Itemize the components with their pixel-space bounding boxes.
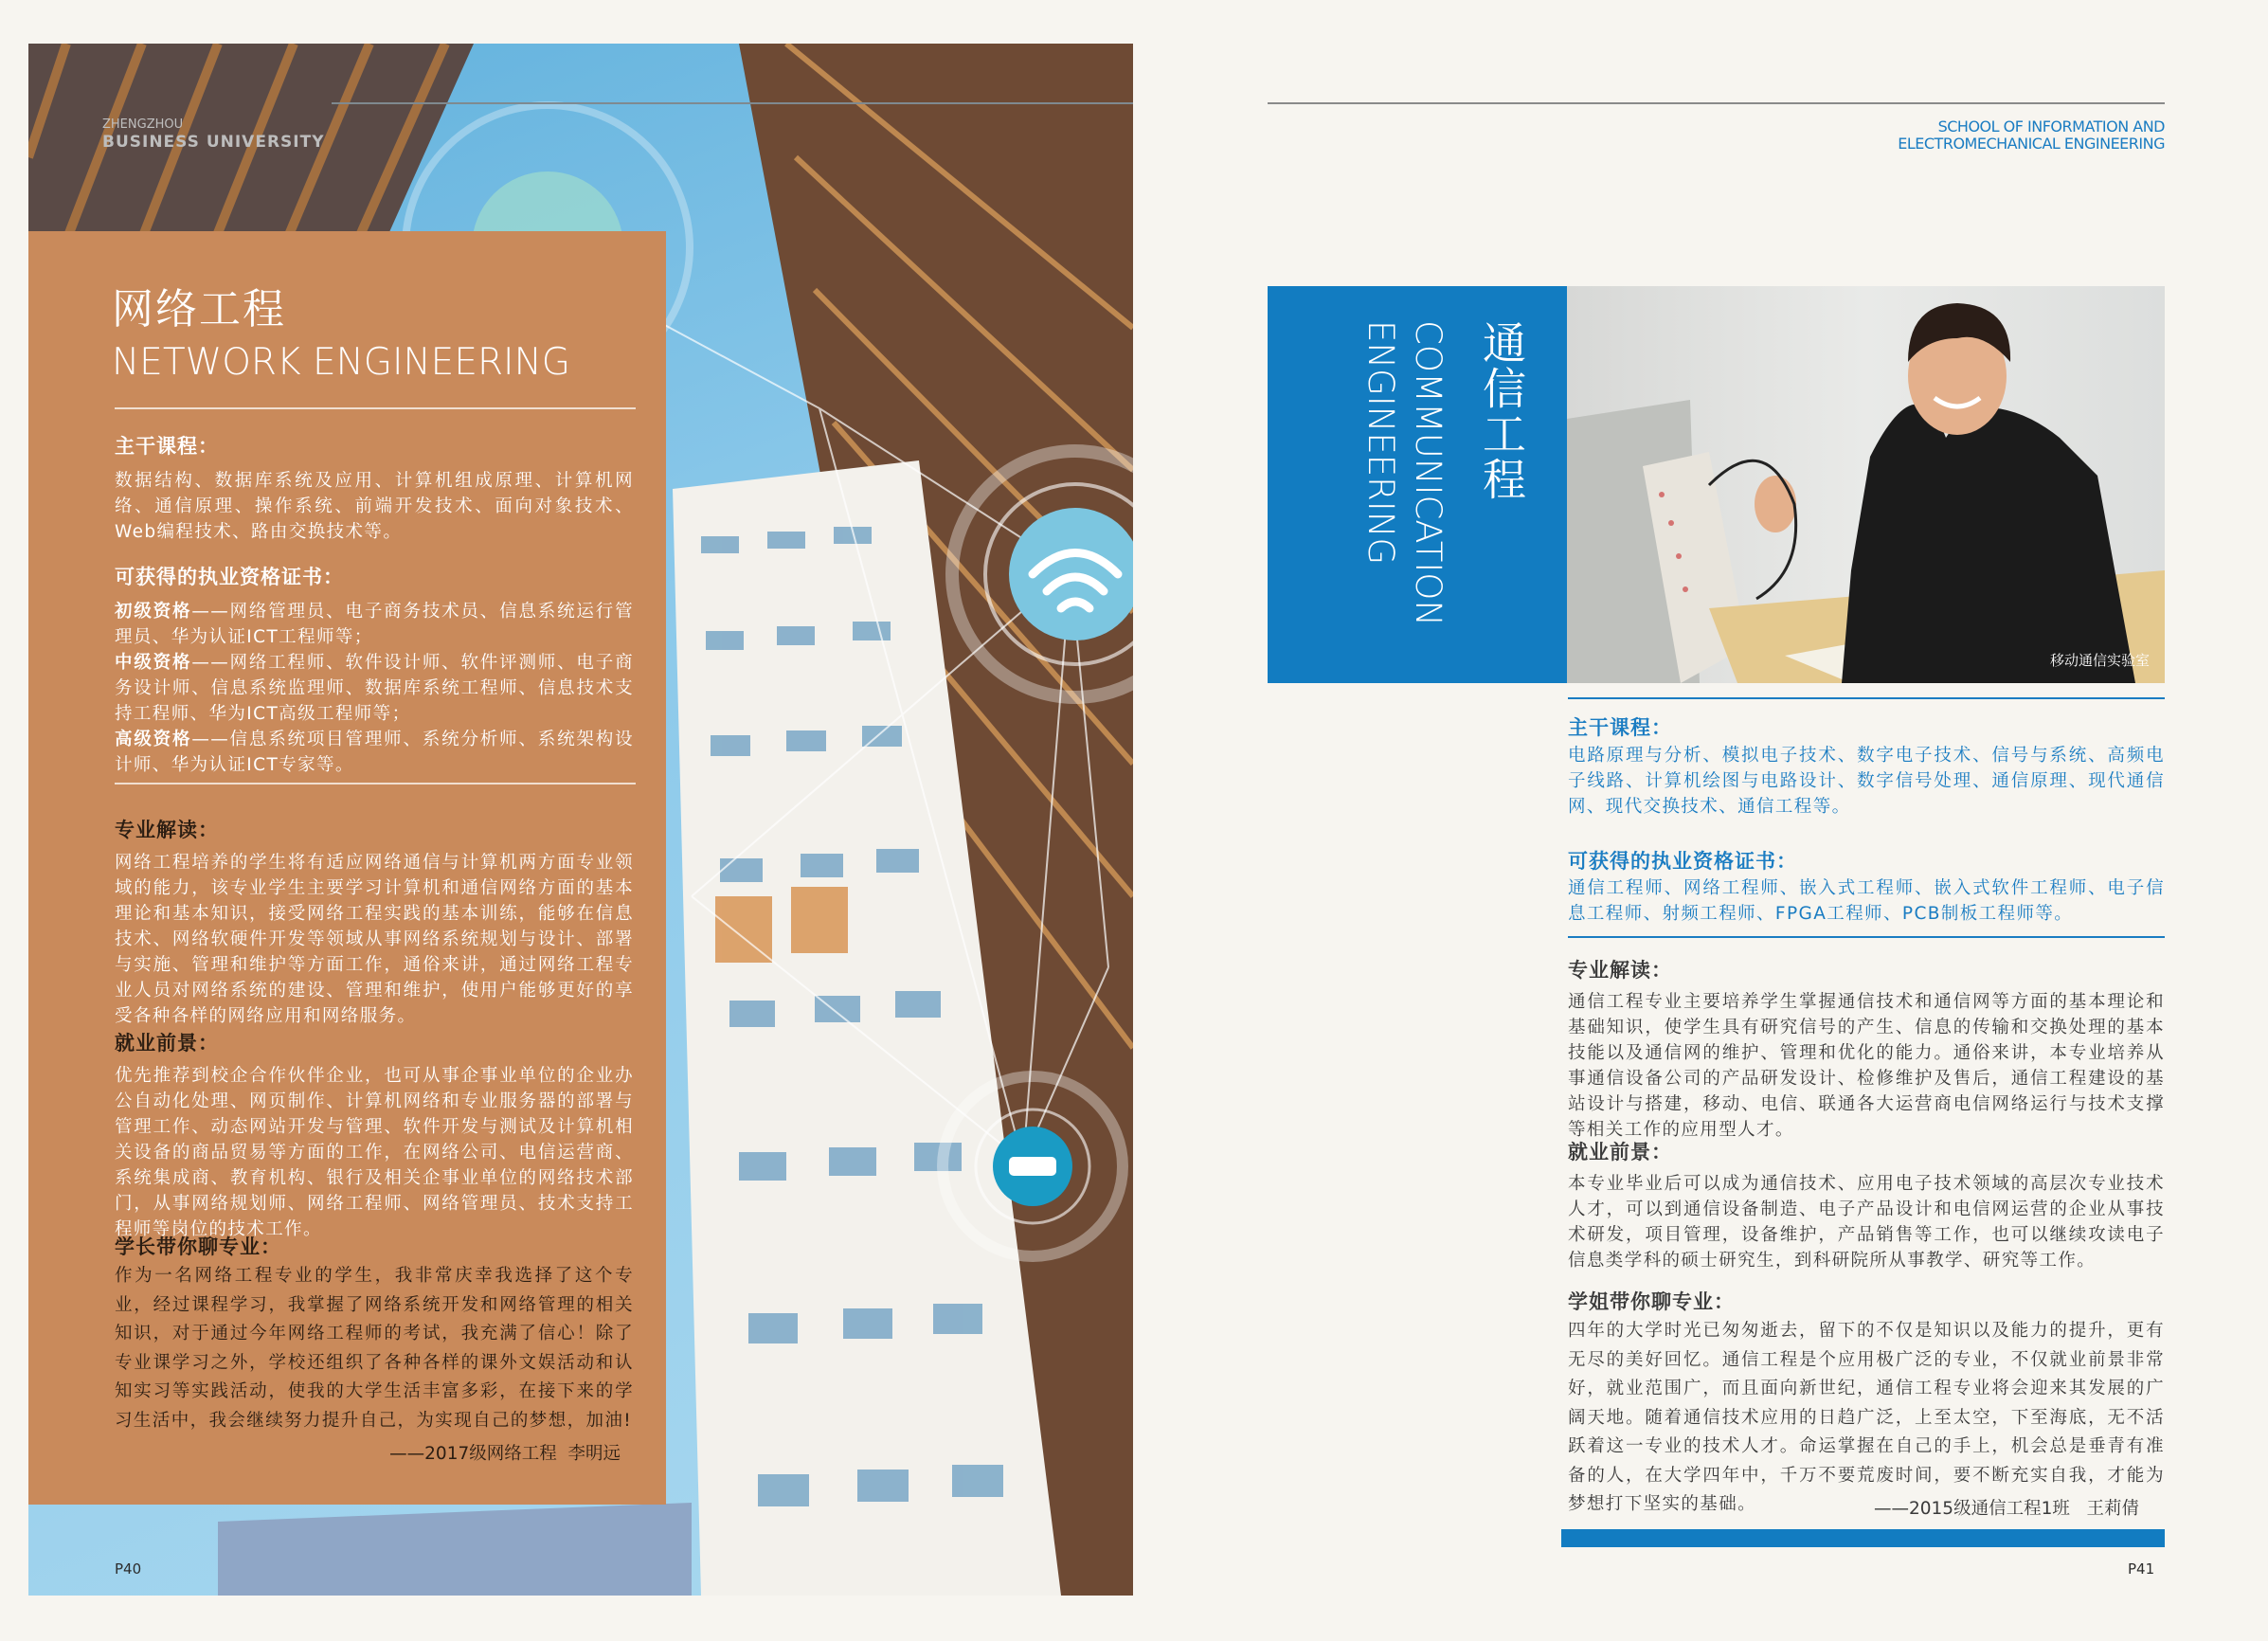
comm-testimonial-heading: 学姐带你聊专业：: [1568, 1290, 1735, 1313]
major-title-cn-vertical: 通信工程: [1476, 320, 1527, 502]
interpretation-heading: 专业解读：: [115, 819, 219, 841]
lab-student-photo: [1567, 286, 2165, 683]
photo-divider: [1568, 697, 2165, 699]
comm-certificates-text: 通信工程师、网络工程师、嵌入式工程师、嵌入式软件工程师、电子信息工程师、射频工程师、FPGA工程师、PCB制板工程师等。: [1568, 878, 2165, 924]
certificates-divider: [115, 783, 636, 784]
comm-interpretation-text: 通信工程专业主要培养学生掌握通信技术和通信网等方面的基本理论和基础知识，使学生具有研究信号的产生、信息的传输和交换处理的基本技能以及通信网的维护、管理和优化的能力。通俗来讲，本专业培养从事通信设备公司的产品研发设计、检修维护及售后，通信工程建设的基站设计与搭建，移动、电信、联通各大运营商电信网络运行与技术支撑等相关工作的应用型人才。: [1568, 992, 2165, 1140]
major-title-en-line1: COMMUNICATION: [1408, 320, 1449, 627]
comm-certificates-heading: 可获得的执业资格证书：: [1568, 850, 1797, 873]
comm-prospects-text: 本专业毕业后可以成为通信技术、应用电子技术领域的高层次专业技术人才，可以到通信设备制造、电子产品设计和电信网运营的企业从事技术研发，项目管理，设备维护，产品销售等工作，也可以继续攻读电子信息类学科的硕士研究生，到科研院所从事教学、研究等工作。: [1568, 1174, 2165, 1271]
comm-testimonial-text: 四年的大学时光已匆匆逝去，留下的不仅是知识以及能力的提升，更有无尽的美好回忆。通信工程是个应用极广泛的专业，不仅就业前景非常好，就业范围广，而且面向新世纪，通信工程专业将会迎来其发展的广阔天地。随着通信技术应用的日趋广泛，上至太空，下至海底，无不活跃着这一专业的技术人才。命运掌握在自己的手上，机会总是垂青有准备的人，在大学四年中，千万不要荒废时间，要不断充实自我，才能为梦想打下坚实的基础。: [1568, 1321, 2165, 1514]
footer-blue-bar: [1561, 1529, 2165, 1547]
header-rule: [332, 102, 1133, 104]
prospects-heading: 就业前景：: [115, 1032, 219, 1055]
prospects-text: 优先推荐到校企合作伙伴企业，也可从事企事业单位的企业办公自动化处理、网页制作、计算机网络和专业服务器的部署与管理工作、动态网站开发与管理、软件开发与测试及计算机相关设备的商品贸易等方面的工作，在网络公司、电信运营商、系统集成商、教育机构、银行及相关企事业单位的网络技术部门，从事网络规划师、网络工程师、网络管理员、技术支持工程师等岗位的技术工作。: [115, 1066, 634, 1239]
core-courses-heading: 主干课程：: [115, 435, 219, 458]
certificate-item-senior: 高级资格——信息系统项目管理师、系统分析师、系统架构设计师、华为认证ICT专家等。: [115, 730, 634, 775]
certificates-list: [115, 599, 634, 778]
school-name: SCHOOL OF INFORMATION AND ELECTROMECHANICAL ENGINEERING: [1898, 117, 2165, 153]
comm-core-courses-heading: 主干课程：: [1568, 716, 1672, 739]
comm-interpretation-heading: 专业解读：: [1568, 959, 1672, 982]
certificate-item-intermediate: 中级资格——网络工程师、软件设计师、软件评测师、电子商务设计师、信息系统监理师、数据库系统工程师、信息技术支持工程师、华为ICT高级工程师等；: [115, 653, 634, 724]
major-title-en: NETWORK ENGINEERING: [112, 341, 570, 384]
interpretation-text: 网络工程培养的学生将有适应网络通信与计算机两方面专业领域的能力，该专业学生主要学习计算机和通信网络方面的基本理论和基本知识，接受网络工程实践的基本训练，能够在信息技术、网络软硬件开发等领域从事网络系统规划与设计、部署与实施、管理和维护等方面工作，通俗来讲，通过网络工程专业人员对网络系统的建设、管理和维护，使用户能够更好的享受各种各样的网络应用和网络服务。: [115, 853, 634, 1026]
certificates-divider-right: [1568, 936, 2165, 938]
comm-testimonial-signature: ——2015级通信工程1班 王莉倩: [1874, 1499, 2139, 1519]
testimonial-text: 作为一名网络工程专业的学生，我非常庆幸我选择了这个专业，经过课程学习，我掌握了网络系统开发和网络管理的相关知识，对于通过今年网络工程师的考试，我充满了信心！除了专业课学习之外，学校还组织了各种各样的课外文娱活动和认知实习等实践活动，使我的大学生活丰富多彩，在接下来的学习生活中，我会继续努力提升自己，为实现自己的梦想，加油!: [115, 1266, 634, 1431]
comm-core-courses-text: 电路原理与分析、模拟电子技术、数字电子技术、信号与系统、高频电子线路、计算机绘图与电路设计、数字信号处理、通信原理、现代通信网、现代交换技术、通信工程等。: [1568, 746, 2165, 817]
photo-caption: 移动通信实验室: [2049, 652, 2150, 669]
testimonial-signature: ——2017级网络工程 李明远: [389, 1444, 621, 1464]
major-title-cn: 网络工程: [112, 285, 286, 334]
university-logo-line2: BUSINESS UNIVERSITY: [102, 133, 325, 152]
page-number-left: P40: [115, 1560, 142, 1578]
major-title-en-line2: ENGINEERING: [1360, 320, 1401, 566]
testimonial-heading: 学长带你聊专业：: [115, 1235, 281, 1258]
title-divider: [115, 407, 636, 409]
comm-prospects-heading: 就业前景：: [1568, 1141, 1672, 1163]
certificates-heading: 可获得的执业资格证书：: [115, 566, 344, 588]
page-number-right: P41: [2128, 1560, 2155, 1578]
university-logo-line1: ZHENGZHOU: [102, 117, 184, 132]
certificate-item-junior: 初级资格——网络管理员、电子商务技术员、信息系统运行管理员、华为认证ICT工程师等；: [115, 602, 634, 647]
header-rule-right: [1268, 102, 2165, 104]
lab-scene-illustration: [1567, 286, 2165, 683]
communication-engineering-title-box: [1268, 286, 1567, 683]
core-courses-text: 数据结构、数据库系统及应用、计算机组成原理、计算机网络、通信原理、操作系统、前端开发技术、面向对象技术、Web编程技术、路由交换技术等。: [115, 471, 634, 542]
